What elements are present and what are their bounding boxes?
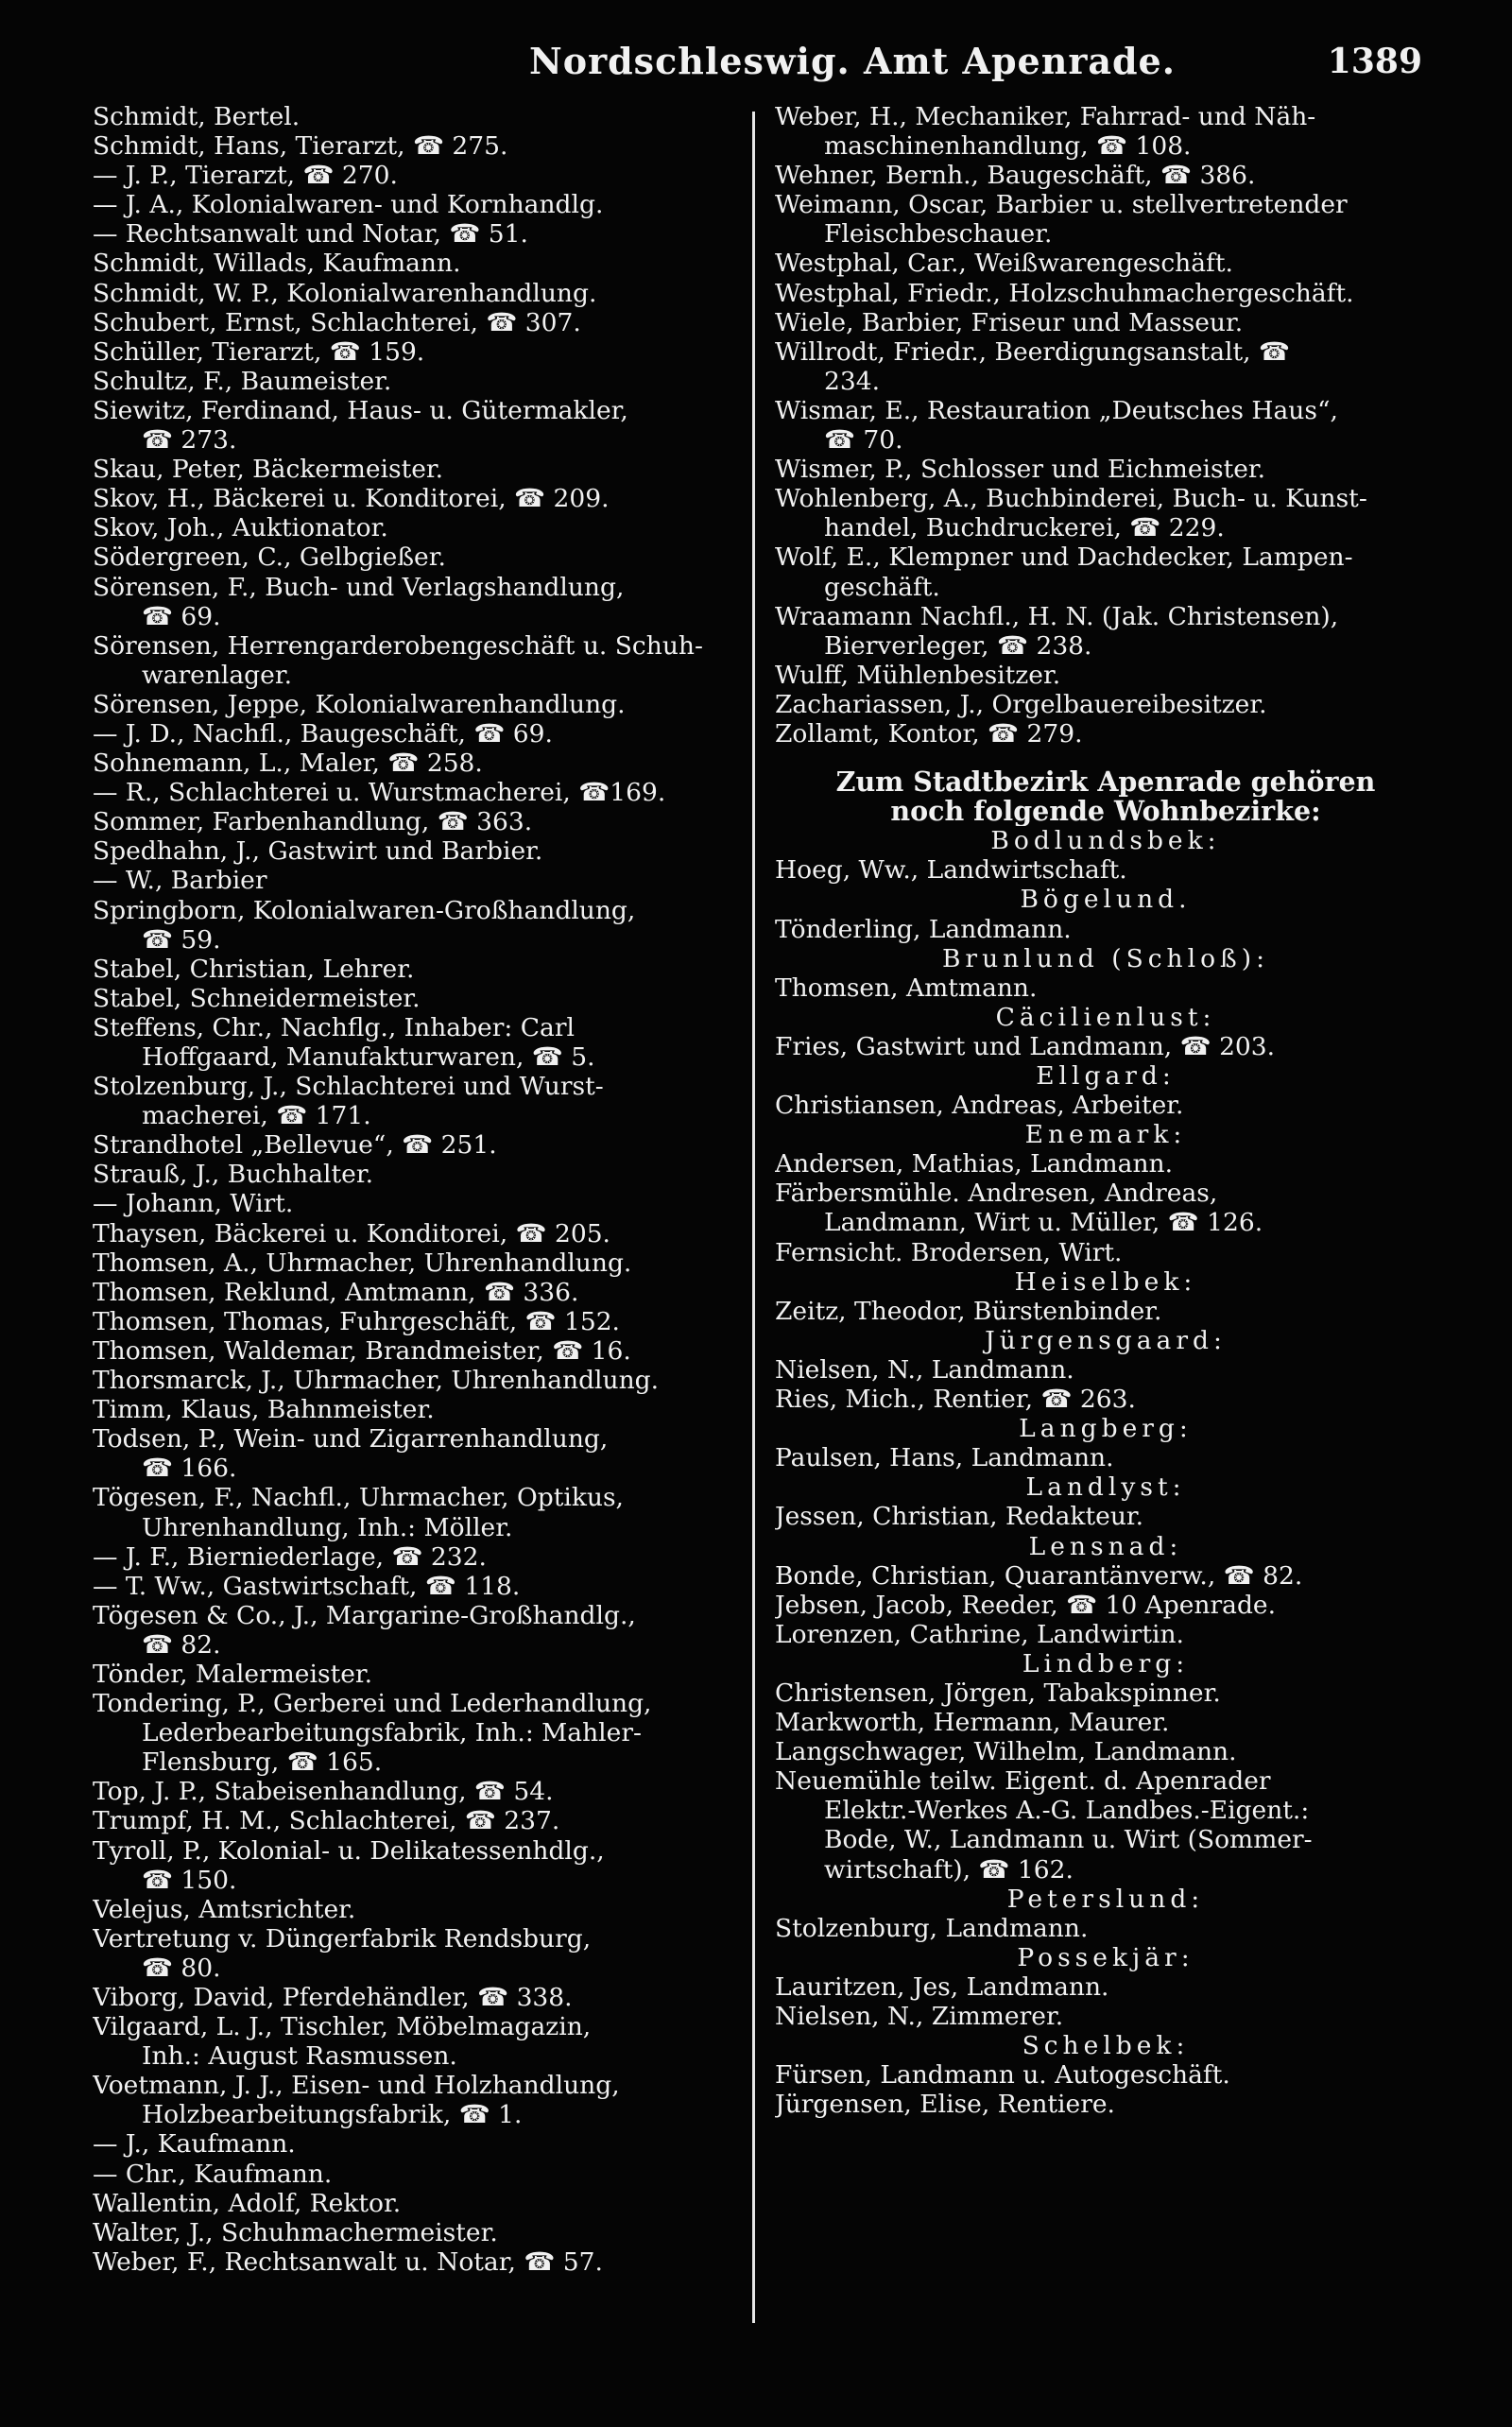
directory-entry: Springborn, Kolonialwaren-Großhandlung,	[93, 895, 636, 925]
directory-entry: Westphal, Car., Weißwarengeschäft.	[775, 249, 1233, 279]
directory-entry: Södergreen, C., Gelbgießer.	[93, 542, 446, 573]
district-heading: Enemark:	[1024, 1120, 1187, 1150]
directory-entry: Skov, Joh., Auktionator.	[93, 513, 388, 543]
page-header	[0, 40, 1512, 96]
directory-entry: Weimann, Oscar, Barbier u. stellvertretender	[775, 190, 1348, 220]
directory-entry: Vertretung v. Düngerfabrik Rendsburg,	[93, 1923, 592, 1954]
directory-entry: Lauritzen, Jes, Landmann.	[775, 1971, 1109, 2002]
directory-entry: Skov, H., Bäckerei u. Konditorei, ☎ 209.	[93, 484, 610, 514]
entry-continuation: Hoffgaard, Manufakturwaren, ☎ 5.	[142, 1042, 595, 1072]
directory-entry: Neuemühle teilw. Eigent. d. Apenrader	[775, 1766, 1271, 1797]
directory-entry: Sörensen, F., Buch- und Verlagshandlung,	[93, 572, 625, 602]
directory-entry: — R., Schlachterei u. Wurstmacherei, ☎169.	[93, 778, 666, 808]
district-heading: Cäcilienlust:	[995, 1002, 1216, 1032]
directory-entry: Stabel, Christian, Lehrer.	[93, 954, 415, 984]
directory-entry: Velejus, Amtsrichter.	[93, 1894, 356, 1924]
directory-entry: Viborg, David, Pferdehändler, ☎ 338.	[93, 1983, 573, 2012]
district-heading: Jürgensgaard:	[985, 1325, 1227, 1355]
directory-entry: Nielsen, N., Zimmerer.	[775, 2002, 1064, 2031]
entry-continuation: Landmann, Wirt u. Müller, ☎ 126.	[824, 1208, 1263, 1238]
directory-entry: Thomsen, Reklund, Amtmann, ☎ 336.	[93, 1277, 579, 1307]
directory-entry: Schmidt, Bertel.	[93, 102, 301, 131]
directory-entry: Andersen, Mathias, Landmann.	[775, 1149, 1173, 1179]
directory-entry: Färbersmühle. Andresen, Andreas,	[775, 1179, 1218, 1209]
directory-entry: Wohlenberg, A., Buchbinderei, Buch- u. Kunst-	[775, 484, 1367, 514]
page-number: 1389	[1327, 42, 1422, 81]
directory-entry: Jürgensen, Elise, Rentiere.	[775, 2090, 1115, 2120]
directory-entry: Wismar, E., Restauration „Deutsches Haus“,	[775, 395, 1338, 425]
entry-continuation: geschäft.	[824, 572, 940, 602]
entry-continuation: handel, Buchdruckerei, ☎ 229.	[824, 513, 1225, 543]
entry-continuation: Bode, W., Landmann u. Wirt (Sommer-	[824, 1825, 1313, 1855]
entry-continuation: Fleischbeschauer.	[824, 219, 1053, 250]
directory-entry: Tögesen & Co., J., Margarine-Großhandlg.,	[93, 1600, 636, 1630]
entry-continuation: ☎ 150.	[142, 1865, 237, 1895]
district-heading: Lindberg:	[1022, 1648, 1190, 1678]
directory-entry: — J. P., Tierarzt, ☎ 270.	[93, 161, 398, 191]
directory-entry: — J. F., Bierniederlage, ☎ 232.	[93, 1541, 487, 1572]
directory-entry: Thaysen, Bäckerei u. Konditorei, ☎ 205.	[93, 1218, 610, 1248]
directory-entry: Schmidt, Willads, Kaufmann.	[93, 249, 461, 279]
directory-entry: Wallentin, Adolf, Rektor.	[93, 2188, 402, 2218]
directory-entry: Westphal, Friedr., Holzschuhmachergeschäft.	[775, 278, 1354, 308]
directory-entry: Langschwager, Wilhelm, Landmann.	[775, 1737, 1237, 1767]
directory-entry: Wiele, Barbier, Friseur und Masseur.	[775, 307, 1244, 337]
entry-continuation: ☎ 273.	[142, 425, 237, 456]
directory-entry: Schubert, Ernst, Schlachterei, ☎ 307.	[93, 307, 581, 337]
directory-entry: Siewitz, Ferdinand, Haus- u. Gütermakler,	[93, 395, 628, 425]
directory-entry: Schmidt, W. P., Kolonialwarenhandlung.	[93, 278, 597, 308]
directory-entry: Sörensen, Jeppe, Kolonialwarenhandlung.	[93, 689, 626, 719]
directory-entry: — W., Barbier	[93, 866, 267, 896]
page-title: Nordschleswig. Amt Apenrade.	[529, 40, 1176, 82]
directory-entry: Timm, Klaus, Bahnmeister.	[93, 1395, 435, 1425]
directory-entry: Wehner, Bernh., Baugeschäft, ☎ 386.	[775, 161, 1256, 191]
directory-entry: Tönder, Malermeister.	[93, 1659, 373, 1689]
entry-continuation: maschinenhandlung, ☎ 108.	[824, 131, 1192, 162]
entry-continuation: Inh.: August Rasmussen.	[142, 2041, 457, 2072]
district-heading: Landlyst:	[1025, 1472, 1186, 1503]
directory-entry: Wolf, E., Klempner und Dachdecker, Lampen-	[775, 542, 1353, 573]
directory-entry: Schüller, Tierarzt, ☎ 159.	[93, 336, 425, 367]
directory-entry: Weber, F., Rechtsanwalt u. Notar, ☎ 57.	[93, 2246, 603, 2277]
directory-entry: Skau, Peter, Bäckermeister.	[93, 455, 444, 485]
directory-entry: Stabel, Schneidermeister.	[93, 983, 421, 1013]
entry-continuation: 234.	[824, 366, 881, 396]
directory-entry: Thomsen, Thomas, Fuhrgeschäft, ☎ 152.	[93, 1306, 620, 1336]
directory-entry: Schultz, F., Baumeister.	[93, 366, 392, 396]
directory-entry: Wraamann Nachfl., H. N. (Jak. Christensen),	[775, 601, 1339, 631]
directory-entry: Jebsen, Jacob, Reeder, ☎ 10 Apenrade.	[775, 1590, 1277, 1620]
directory-entry: Thomsen, Waldemar, Brandmeister, ☎ 16.	[93, 1335, 631, 1366]
entry-continuation: Bierverleger, ☎ 238.	[824, 630, 1092, 661]
directory-entry: Tönderling, Landmann.	[775, 914, 1072, 944]
right-column	[775, 102, 1436, 2119]
directory-entry: Jessen, Christian, Redakteur.	[775, 1502, 1144, 1532]
directory-entry: Wulff, Mühlenbesitzer.	[775, 660, 1061, 690]
entry-continuation: Holzbearbeitungsfabrik, ☎ 1.	[142, 2100, 523, 2130]
directory-entry: — J., Kaufmann.	[93, 2129, 296, 2160]
directory-entry: Spedhahn, J., Gastwirt und Barbier.	[93, 836, 543, 867]
directory-entry: Strauß, J., Buchhalter.	[93, 1160, 374, 1190]
district-heading: Ellgard:	[1036, 1061, 1176, 1091]
entry-continuation: ☎ 82.	[142, 1629, 221, 1660]
directory-entry: Willrodt, Friedr., Beerdigungsanstalt, ☎	[775, 336, 1290, 367]
directory-entry: Strandhotel „Bellevue“, ☎ 251.	[93, 1130, 497, 1161]
entry-continuation: ☎ 59.	[142, 924, 221, 955]
directory-entry: Thomsen, A., Uhrmacher, Uhrenhandlung.	[93, 1248, 632, 1278]
entry-continuation: ☎ 80.	[142, 1953, 221, 1983]
district-heading: Bodlundsbek:	[990, 826, 1221, 856]
directory-entry: Stolzenburg, Landmann.	[775, 1913, 1089, 1943]
directory-entry: Sörensen, Herrengarderobengeschäft u. Schuh-	[93, 630, 703, 661]
directory-entry: Schmidt, Hans, Tierarzt, ☎ 275.	[93, 131, 508, 162]
entry-continuation: Elektr.-Werkes A.-G. Landbes.-Eigent.:	[824, 1796, 1310, 1826]
section-heading: Zum Stadtbezirk Apenrade gehören	[835, 767, 1376, 798]
directory-entry: Stolzenburg, J., Schlachterei und Wurst-	[93, 1072, 604, 1102]
directory-entry: Vilgaard, L. J., Tischler, Möbelmagazin,	[93, 2012, 592, 2042]
directory-entry: Thomsen, Amtmann.	[775, 973, 1038, 1003]
directory-entry: Steffens, Chr., Nachflg., Inhaber: Carl	[93, 1012, 575, 1042]
directory-entry: Trumpf, H. M., Schlachterei, ☎ 237.	[93, 1806, 560, 1836]
directory-entry: — Rechtsanwalt und Notar, ☎ 51.	[93, 219, 528, 250]
directory-entry: Paulsen, Hans, Landmann.	[775, 1443, 1114, 1473]
directory-entry: Christiansen, Andreas, Arbeiter.	[775, 1091, 1184, 1121]
directory-entry: Fernsicht. Brodersen, Wirt.	[775, 1237, 1123, 1267]
directory-entry: Walter, J., Schuhmachermeister.	[93, 2217, 498, 2247]
directory-entry: — T. Ww., Gastwirtschaft, ☎ 118.	[93, 1571, 521, 1601]
directory-entry: Zeitz, Theodor, Bürstenbinder.	[775, 1296, 1162, 1326]
district-heading: Schelbek:	[1022, 2031, 1190, 2061]
directory-entry: Thorsmarck, J., Uhrmacher, Uhrenhandlung.	[93, 1366, 660, 1396]
directory-entry: Tyroll, P., Kolonial- u. Delikatessenhdlg.,	[93, 1835, 605, 1866]
spacer	[775, 749, 1436, 767]
directory-entry: Todsen, P., Wein- und Zigarrenhandlung,	[93, 1424, 609, 1454]
district-heading: Brunlund (Schloß):	[941, 943, 1270, 973]
directory-entry: — J. A., Kolonialwaren- und Kornhandlg.	[93, 190, 604, 220]
directory-entry: Zollamt, Kontor, ☎ 279.	[775, 718, 1083, 749]
entry-continuation: warenlager.	[142, 660, 292, 690]
directory-entry: Nielsen, N., Landmann.	[775, 1354, 1074, 1385]
directory-entry: — J. D., Nachfl., Baugeschäft, ☎ 69.	[93, 718, 553, 749]
directory-entry: Fürsen, Landmann u. Autogeschäft.	[775, 2060, 1230, 2091]
entry-continuation: ☎ 166.	[142, 1454, 237, 1484]
directory-entry: Wismer, P., Schlosser und Eichmeister.	[775, 455, 1266, 485]
directory-entry: Hoeg, Ww., Landwirtschaft.	[775, 855, 1127, 886]
directory-entry: Fries, Gastwirt und Landmann, ☎ 203.	[775, 1031, 1276, 1061]
directory-entry: Lorenzen, Cathrine, Landwirtin.	[775, 1619, 1184, 1649]
directory-entry: Sommer, Farbenhandlung, ☎ 363.	[93, 807, 533, 837]
directory-entry: Markworth, Hermann, Maurer.	[775, 1708, 1170, 1738]
entry-continuation: ☎ 70.	[824, 425, 903, 456]
directory-entry: Voetmann, J. J., Eisen- und Holzhandlung,	[93, 2071, 620, 2101]
directory-entry: — Chr., Kaufmann.	[93, 2159, 333, 2189]
directory-entry: Sohnemann, L., Maler, ☎ 258.	[93, 749, 483, 779]
directory-entry: Top, J. P., Stabeisenhandlung, ☎ 54.	[93, 1777, 554, 1807]
entry-continuation: Uhrenhandlung, Inh.: Möller.	[142, 1512, 513, 1542]
directory-entry: Zachariassen, J., Orgelbauereibesitzer.	[775, 689, 1267, 719]
district-heading: Bögelund.	[1020, 885, 1192, 915]
district-heading: Heiselbek:	[1014, 1266, 1197, 1297]
district-heading: Peterslund:	[1006, 1884, 1205, 1914]
district-heading: Possekjär:	[1017, 1942, 1194, 1972]
entry-continuation: ☎ 69.	[142, 601, 221, 631]
entry-continuation: wirtschaft), ☎ 162.	[824, 1854, 1074, 1885]
entry-continuation: Lederbearbeitungsfabrik, Inh.: Mahler-	[142, 1718, 642, 1748]
section-heading: noch folgende Wohnbezirke:	[890, 797, 1321, 827]
directory-entry: Ries, Mich., Rentier, ☎ 263.	[775, 1385, 1136, 1415]
entry-continuation: Flensburg, ☎ 165.	[142, 1747, 383, 1778]
directory-entry: — Johann, Wirt.	[93, 1189, 294, 1219]
directory-entry: Tögesen, F., Nachfl., Uhrmacher, Optikus,	[93, 1483, 624, 1513]
directory-entry: Weber, H., Mechaniker, Fahrrad- und Näh-	[775, 102, 1316, 131]
left-column	[93, 102, 754, 2277]
directory-entry: Christensen, Jörgen, Tabakspinner.	[775, 1678, 1221, 1708]
directory-entry: Tondering, P., Gerberei und Lederhandlung,	[93, 1689, 652, 1719]
directory-entry: Bonde, Christian, Quarantänverw., ☎ 82.	[775, 1560, 1303, 1591]
district-heading: Langberg:	[1019, 1414, 1193, 1444]
entry-continuation: macherei, ☎ 171.	[142, 1101, 371, 1131]
district-heading: Lensnad:	[1028, 1531, 1183, 1561]
